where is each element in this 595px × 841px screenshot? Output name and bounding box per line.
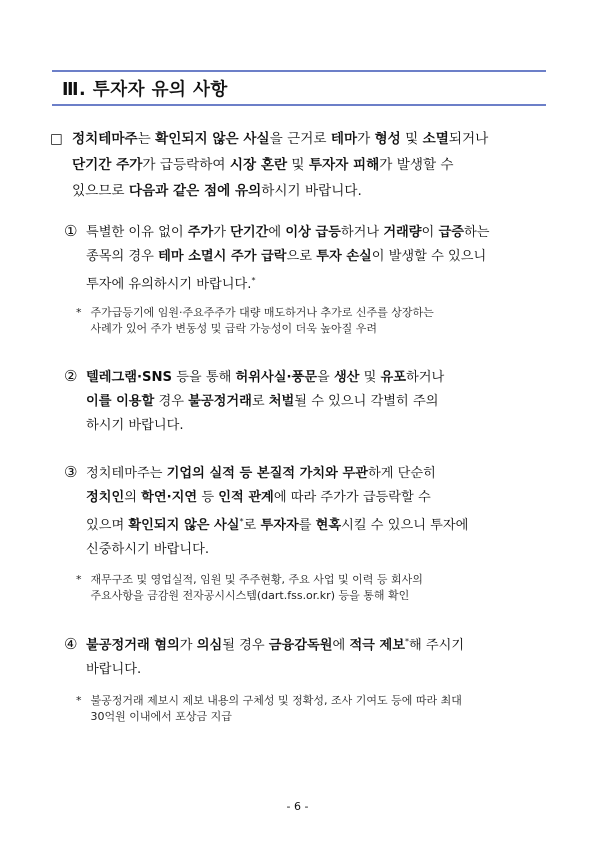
emphasis-text: 테마 — [330, 131, 358, 147]
emphasis-text: 이를 이용할 — [86, 394, 155, 409]
emphasis-text: 유포 — [380, 370, 407, 385]
text-run: 될 경우 — [222, 638, 269, 653]
emphasis-text: 현혹 — [315, 518, 342, 533]
text-run: 가 — [179, 638, 197, 653]
item-text — [86, 277, 251, 292]
item-1 — [64, 219, 489, 297]
text-run: 에 — [268, 225, 286, 240]
text-run: 가 — [213, 225, 231, 240]
text-run: 의 — [124, 490, 142, 505]
emphasis-text: 불공정거래 — [188, 394, 252, 409]
text-run: 하게 단순히 — [367, 466, 436, 481]
intro-line-2 — [50, 152, 488, 178]
item-3 — [64, 460, 468, 562]
emphasis-text: 불공정거래 혐의 — [86, 638, 180, 653]
intro-line-1 — [50, 126, 488, 152]
text-run: 가 급등락하여 — [142, 157, 230, 173]
text-run: 등 — [197, 490, 219, 505]
emphasis-text: 단기간 — [230, 225, 269, 240]
emphasis-text: 급증 — [438, 225, 464, 240]
text-run: 는 — [137, 131, 156, 147]
text-run: 종목의 경우 — [86, 249, 159, 264]
note-text: 30억원 이내에서 포상금 지급 — [90, 710, 232, 723]
emphasis-text: 다음과 같은 점에 유의 — [128, 183, 262, 199]
emphasis-text: 투자자 — [260, 518, 299, 533]
text-run: 경우 — [154, 394, 189, 409]
square-bullet-icon: □ — [50, 131, 63, 147]
emphasis-text: 거래량 — [383, 225, 422, 240]
text-run: 및 — [359, 370, 381, 385]
text-run: 으로 — [286, 249, 317, 264]
emphasis-text: 주가 — [187, 225, 214, 240]
intro-text — [72, 131, 488, 147]
footnote-mark: * — [405, 637, 409, 646]
intro-line-3 — [50, 178, 488, 204]
text-run: 해 주시기 — [409, 638, 465, 653]
emphasis-text: 처벌 — [268, 394, 295, 409]
emphasis-text: 확인되지 않은 사실 — [128, 518, 240, 533]
text-run: 하거나 — [340, 225, 384, 240]
item-text — [86, 418, 184, 433]
text-run: 바랍니다. — [86, 662, 142, 677]
emphasis-text: 확인되지 않은 사실 — [155, 131, 270, 147]
intro-paragraph — [50, 126, 488, 204]
item-text — [86, 370, 444, 385]
text-run: 하는 — [463, 225, 490, 240]
item-text — [86, 225, 489, 240]
text-run: 를 — [298, 518, 316, 533]
text-run: 로 — [243, 518, 261, 533]
note-text: 재무구조 및 영업실적, 임원 및 주주현황, 주요 사업 및 이력 등 회사의 — [90, 573, 423, 586]
item-1-note — [76, 305, 434, 337]
asterisk-icon: * — [76, 694, 82, 707]
text-run: 정치테마주는 — [86, 466, 167, 481]
text-run: 신중하시기 바랍니다. — [86, 542, 210, 557]
footnote-mark: * — [239, 517, 244, 526]
item-text — [86, 249, 486, 264]
text-run: 을 근거로 — [269, 131, 331, 147]
item-4-note — [76, 693, 462, 725]
text-run: 이 발생할 수 있으니 — [371, 249, 487, 264]
text-run: 있으며 — [86, 518, 129, 533]
text-run: 하시기 바랍니다. — [261, 183, 362, 199]
emphasis-text: 생산 — [333, 370, 360, 385]
text-run: 특별한 이유 없이 — [86, 225, 188, 240]
text-run: 을 — [317, 370, 334, 385]
footnote-mark: * — [251, 276, 256, 285]
header-rule-bottom — [52, 104, 546, 106]
text-run: 시킬 수 있으니 투자에 — [341, 518, 469, 533]
text-run: 투자에 유의하시기 바랍니다. — [86, 277, 252, 292]
note-text: 사례가 있어 주가 변동성 및 급락 가능성이 더욱 높아질 우려 — [90, 322, 377, 335]
asterisk-icon: * — [76, 306, 82, 319]
item-text — [244, 518, 469, 533]
emphasis-text: 정치인 — [86, 490, 125, 505]
emphasis-text: 금융감독원 — [268, 638, 333, 653]
emphasis-text: 투자 손실 — [316, 249, 372, 264]
item-2 — [64, 364, 444, 438]
emphasis-text: 학연·지연 — [141, 490, 198, 505]
text-run: 등을 통해 — [172, 370, 236, 385]
emphasis-text: 적극 제보 — [349, 638, 405, 653]
item-text — [86, 518, 240, 533]
emphasis-text: 소멸 — [422, 131, 449, 147]
text-run: 및 — [400, 131, 423, 147]
header-rule-top — [52, 70, 546, 72]
emphasis-text: 기업의 실적 등 본질적 가치와 무관 — [166, 466, 368, 481]
text-run: 에 — [332, 638, 350, 653]
text-run: 및 — [287, 157, 309, 173]
item-4 — [64, 630, 464, 682]
note-text: 불공정거래 제보시 제보 내용의 구체성 및 정확성, 조사 기여도 등에 따라 최대 — [90, 694, 462, 707]
emphasis-text: 허위사실·풍문 — [235, 370, 317, 385]
item-text — [86, 542, 209, 557]
text-run: 하거나 — [406, 370, 445, 385]
text-run: 이 — [421, 225, 439, 240]
emphasis-text: 테마 소멸시 주가 급락 — [158, 249, 287, 264]
text-run: 있으므로 — [72, 183, 129, 199]
intro-text — [72, 183, 362, 199]
item-text — [86, 466, 436, 481]
text-run: 하시기 바랍니다. — [86, 418, 184, 433]
page-number: - 6 - — [286, 800, 309, 813]
section-title: Ⅲ. 투자자 유의 사항 — [62, 80, 228, 100]
circled-number-1: ① — [64, 222, 78, 240]
item-text — [86, 490, 431, 505]
circled-number-4: ④ — [64, 635, 78, 653]
emphasis-text: 의심 — [196, 638, 223, 653]
text-run: 가 — [357, 131, 375, 147]
circled-number-3: ③ — [64, 463, 78, 481]
emphasis-text: 투자자 피해 — [308, 157, 380, 173]
text-run: 로 — [251, 394, 269, 409]
emphasis-text: 이상 급등 — [285, 225, 341, 240]
emphasis-text: 단기간 주가 — [72, 157, 143, 173]
text-run: 가 발생할 수 — [379, 157, 454, 173]
item-3-note — [76, 572, 423, 604]
item-text — [409, 638, 464, 653]
emphasis-text: 인적 관계 — [218, 490, 274, 505]
emphasis-text: 텔레그램·SNS — [86, 370, 172, 385]
emphasis-text: 정치테마주 — [72, 131, 138, 147]
text-run: 되거나 — [448, 131, 489, 147]
item-text — [86, 662, 141, 677]
text-run: 될 수 있으니 각별히 주의 — [294, 394, 439, 409]
circled-number-2: ② — [64, 367, 78, 385]
asterisk-icon: * — [76, 573, 82, 586]
emphasis-text: 시장 혼란 — [229, 157, 288, 173]
text-run: 에 따라 주가가 급등락할 수 — [273, 490, 431, 505]
note-text: 주가급등기에 임원·주요주주가 대량 매도하거나 추가로 신주를 상장하는 — [90, 306, 434, 319]
emphasis-text: 형성 — [374, 131, 401, 147]
item-text — [86, 638, 405, 653]
note-text: 주요사항을 금감원 전자공시시스템(dart.fss.or.kr) 등을 통해 확인 — [90, 589, 410, 602]
intro-text — [72, 157, 454, 173]
item-text — [86, 394, 438, 409]
